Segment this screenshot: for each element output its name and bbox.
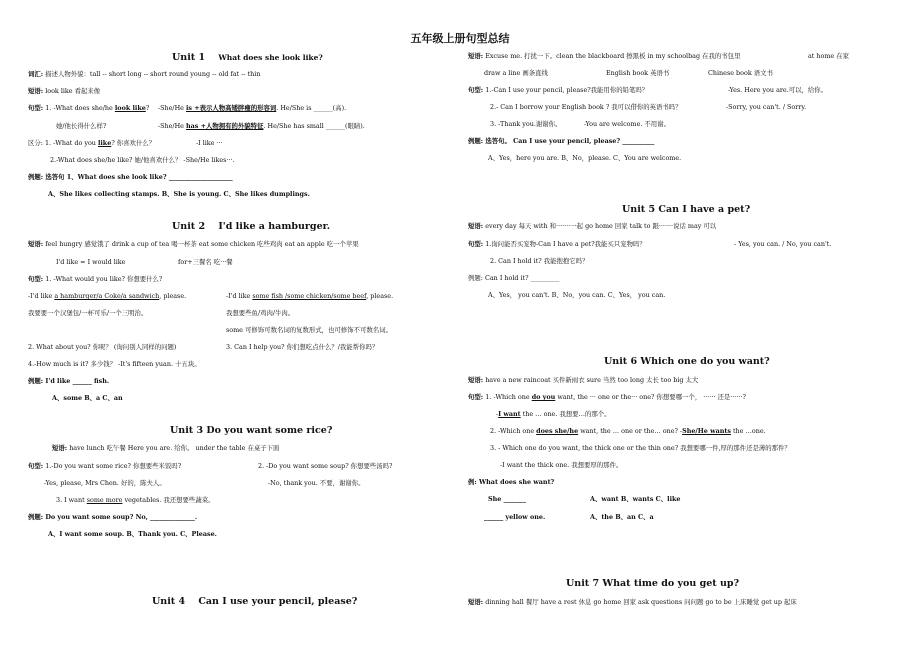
unit6-sentence-2 bbox=[496, 410, 611, 418]
unit7-phrase bbox=[468, 598, 797, 606]
unit1-phrase bbox=[28, 87, 100, 95]
unit2-sentence-1 bbox=[28, 275, 162, 283]
phrase-label: 短语: bbox=[468, 376, 484, 384]
unit4-phrase-2c: Chinese book 语文书 bbox=[708, 69, 773, 77]
example-question: 选答句 1、What does she look like? bbox=[45, 173, 167, 181]
sentence-text: 1. -What does she/he bbox=[45, 104, 115, 112]
vocab-label: 词汇: bbox=[28, 70, 44, 78]
example-question: Can I hold it? _________ bbox=[484, 274, 560, 282]
unit4-number: Unit 4 bbox=[152, 596, 186, 607]
example-label: 例题: bbox=[468, 274, 483, 282]
unit3-sentence-2b: -No, thank you. 不要，谢谢你。 bbox=[268, 479, 365, 487]
unit1-heading bbox=[172, 52, 323, 63]
unit2-sentence-6: 4.-How much is it? 多少钱？ -It's fifteen yuan. 十五块。 bbox=[28, 360, 201, 368]
sentence-key: She/He wants bbox=[682, 427, 731, 435]
unit6-example-2: ______ yellow one. bbox=[484, 513, 546, 521]
sentence-text: . He/She has small ______(眼睛). bbox=[263, 122, 365, 130]
sentence-text: , please. bbox=[159, 292, 187, 300]
sentence-label: 句型: bbox=[28, 462, 44, 470]
sentence-key: a hamburger/a Coke/a sandwich bbox=[54, 292, 160, 300]
example-question: What does she want? bbox=[478, 478, 555, 486]
unit2-note: some 可修饰可数名词的复数形式，也可修饰不可数名词。 bbox=[226, 326, 392, 334]
unit6-sentence-1 bbox=[468, 393, 746, 401]
sentence-label: 句型: bbox=[468, 393, 484, 401]
unit4-title: Can I use your pencil, please? bbox=[198, 596, 358, 607]
unit3-example bbox=[28, 513, 197, 521]
unit1-example-options: A、She likes collecting stamps. B、She is young. C、She likes dumplings. bbox=[48, 190, 310, 198]
diff-text: 1. -What do you bbox=[44, 139, 98, 147]
diff-text: ? 你喜欢什么？ bbox=[111, 139, 156, 147]
phrase-text: every day 每天 with 和·······一起 go home 回家 talk to 跟·······说话 may 可以 bbox=[485, 222, 717, 230]
sentence-label: 句型: bbox=[468, 86, 484, 94]
unit1-sentence-1b bbox=[158, 104, 346, 112]
unit2-sentence-3a: 我要要一个汉堡包/一杯可乐/一个三明治。 bbox=[28, 309, 148, 317]
unit4-phrase-home: at home 在家 bbox=[808, 52, 850, 60]
unit4-sentence-2a: 2.- Can I borrow your English book ? 我可以借你的英语书吗？ bbox=[490, 103, 682, 111]
sentence-text: , please. bbox=[366, 292, 394, 300]
phrase-text: dinning hall 餐厅 have a rest 休息 go home 回家 ask questions 问问题 go to be 上床睡觉 get up 起床 bbox=[485, 598, 797, 606]
unit3-sentence-1b: 2. -Do you want some soup? 你想要些汤吗? bbox=[258, 462, 393, 470]
unit6-example-1-options: A、want B、wants C、like bbox=[590, 495, 681, 503]
unit5-sentence-1a bbox=[468, 240, 646, 248]
example-question: Do you want some soup? No, ______________. bbox=[45, 513, 198, 521]
vocab-text: 描述人物外貌：tall -- short long -- short round young -- old fat -- thin bbox=[45, 70, 261, 78]
unit2-number: Unit 2 bbox=[172, 221, 206, 232]
sentence-text: the …one. bbox=[730, 427, 766, 435]
unit5-example-options: A、Yes， you can't. B、No，you can. C、Yes， you can. bbox=[488, 291, 666, 299]
sentence-label: 句型: bbox=[28, 275, 44, 283]
unit4-phrase bbox=[468, 52, 740, 60]
unit3-sentence-3 bbox=[56, 496, 215, 504]
unit4-phrase-2b: English book 英语书 bbox=[606, 69, 670, 77]
unit1-sentence-cn: 她/他长得什么样? bbox=[56, 122, 107, 130]
sentence-text: 1.-Can I use your pencil, please?我能用你的铅笔吗？ bbox=[485, 86, 649, 94]
sentence-key: some fish /some chicken/some beef bbox=[252, 292, 367, 300]
sentence-key: has +人物拥有的外貌特征 bbox=[185, 122, 264, 130]
sentence-text: -She/He bbox=[158, 122, 186, 130]
sentence-key: does she/he bbox=[536, 427, 579, 435]
unit2-title: I'd like a hamburger. bbox=[218, 221, 331, 232]
unit5-heading: Unit 5 Can I have a pet? bbox=[622, 204, 751, 215]
unit2-sentence-3b: 我想要些鱼/鸡肉/牛肉。 bbox=[226, 309, 295, 317]
sentence-key: look like bbox=[114, 104, 146, 112]
sentence-text: want, the ··· one or the··· one? 你想要哪一个， ······ 还是······? bbox=[555, 393, 746, 401]
sentence-text: 2. -Which one bbox=[490, 427, 537, 435]
unit5-sentence-2: 2. Can I hold it? 我能抱抱它吗？ bbox=[490, 257, 589, 265]
phrase-label: 短语: bbox=[28, 240, 44, 248]
sentence-text: the … one. 我想要…的那个。 bbox=[520, 410, 611, 418]
unit2-phrase-2: I'd like = I would like bbox=[56, 258, 126, 266]
unit2-sentence-2a bbox=[28, 292, 186, 300]
sentence-text: 1. -What would you like? 你想要什么? bbox=[45, 275, 163, 283]
sentence-text: 1.-Do you want some rice? 你想要些米饭吗? bbox=[45, 462, 182, 470]
sentence-text: want, the … one or the… one? - bbox=[578, 427, 683, 435]
sentence-text: 1. -Which one bbox=[485, 393, 532, 401]
unit5-sentence-1b: - Yes, you can. / No, you can't. bbox=[734, 240, 832, 248]
unit6-example-1: She _______ bbox=[488, 495, 526, 503]
unit6-sentence-4: 3. - Which one do you want, the thick one or the thin one? 我想要哪一件,厚的那件还是薄的那件？ bbox=[490, 444, 791, 452]
sentence-label: 句型: bbox=[468, 240, 484, 248]
unit1-diff-1 bbox=[28, 139, 155, 147]
unit5-example bbox=[468, 274, 559, 282]
sentence-text: ? bbox=[145, 104, 150, 112]
sentence-text: -She/He bbox=[158, 104, 186, 112]
unit4-phrase-2a: draw a line 画条直线 bbox=[484, 69, 548, 77]
unit2-phrase-2b: for+三餐名 吃···餐 bbox=[178, 258, 233, 266]
unit6-sentence-3 bbox=[490, 427, 766, 435]
sentence-text: - bbox=[496, 410, 499, 418]
unit3-example-options: A、I want some soup. B、Thank you. C、Please. bbox=[48, 530, 217, 538]
sentence-key: is +表示人物高矮胖瘦的形容词 bbox=[185, 104, 277, 112]
unit6-phrase bbox=[468, 376, 698, 384]
example-label: 例题: bbox=[28, 173, 44, 181]
example-label: 例: bbox=[468, 478, 477, 486]
unit7-heading: Unit 7 What time do you get up? bbox=[566, 578, 740, 589]
unit4-sentence-2b: -Sorry, you can't. / Sorry. bbox=[726, 103, 807, 111]
unit2-phrase bbox=[28, 240, 359, 248]
sentence-text: -I'd like bbox=[28, 292, 55, 300]
phrase-label: 短语: bbox=[52, 444, 68, 452]
phrase-text: look like 看起来像 bbox=[45, 87, 101, 95]
unit3-sentence-1a bbox=[28, 462, 181, 470]
sentence-text: 3. I want bbox=[56, 496, 87, 504]
unit2-example bbox=[28, 377, 109, 385]
unit2-sentence-5a: 2. What about you? 你呢？ (询问别人同样的问题) bbox=[28, 343, 177, 351]
unit1-vocab bbox=[28, 70, 260, 78]
unit1-example bbox=[28, 173, 233, 181]
phrase-label: 短语: bbox=[28, 87, 44, 95]
unit3-sentence-2a: -Yes, please, Mrs Chen. 好的，陈夫人。 bbox=[44, 479, 166, 487]
unit4-sentence-3a: 3. -Thank you.谢谢你。 bbox=[490, 120, 562, 128]
phrase-label: 短语: bbox=[468, 222, 484, 230]
page-title: 五年级上册句型总结 bbox=[410, 32, 510, 45]
sentence-key: do you bbox=[531, 393, 556, 401]
unit1-diff-1-answer: -I like ··· bbox=[196, 139, 223, 147]
sentence-key: I want bbox=[498, 410, 521, 418]
example-label: 例题: bbox=[468, 137, 484, 145]
unit2-sentence-5b: 3. Can I help you? 你们想吃点什么？/我能帮你吗？ bbox=[226, 343, 379, 351]
unit6-example-2-options: A、the B、an C、a bbox=[590, 513, 654, 521]
sentence-text: 1.询问能否买宠物-Can I have a pet?我能买只宠物吗？ bbox=[485, 240, 646, 248]
sentence-text: vegetables. 我还想要些蔬菜。 bbox=[122, 496, 215, 504]
unit6-sentence-5: -I want the thick one. 我想要厚的那件。 bbox=[500, 461, 623, 469]
phrase-text: have a new raincoat 买件新雨衣 sure 当然 too long 太长 too big 太大 bbox=[485, 376, 699, 384]
unit1-title: What does she look like? bbox=[218, 53, 323, 62]
sentence-text: -I'd like bbox=[226, 292, 253, 300]
unit2-example-options: A、some B、a C、an bbox=[52, 394, 123, 402]
unit6-example bbox=[468, 478, 554, 486]
example-label: 例题: bbox=[28, 513, 44, 521]
unit1-sentence-1 bbox=[28, 104, 149, 112]
unit4-sentence-1a bbox=[468, 86, 648, 94]
unit2-heading bbox=[172, 221, 330, 232]
unit4-sentence-3b: -You are welcome. 不用谢。 bbox=[584, 120, 670, 128]
unit4-example-options: A、Yes，here you are. B、No，please. C、You are welcome. bbox=[488, 154, 682, 162]
unit6-heading: Unit 6 Which one do you want? bbox=[604, 356, 770, 367]
unit1-number: Unit 1 bbox=[172, 52, 206, 63]
unit3-heading: Unit 3 Do you want some rice? bbox=[170, 425, 333, 436]
unit1-diff-2: 2.-What does she/he like? 她/他喜欢什么？ -She/He likes···. bbox=[50, 156, 235, 164]
unit3-phrase bbox=[52, 444, 279, 452]
unit2-sentence-2b bbox=[226, 292, 393, 300]
unit1-sentence-1c bbox=[158, 122, 365, 130]
sentence-label: 句型: bbox=[28, 104, 44, 112]
unit4-example bbox=[468, 137, 654, 145]
diff-label: 区分: bbox=[28, 139, 43, 147]
phrase-text: feel hungry 感觉饿了 drink a cup of tea 喝一杯茶 eat some chicken 吃些鸡肉 eat an apple 吃一个苹果 bbox=[45, 240, 359, 248]
sentence-key: some more bbox=[86, 496, 123, 504]
phrase-text: Excuse me. 打扰一下。clean the blackboard 擦黑板 in my schoolbag 在我的书包里 bbox=[485, 52, 741, 60]
answer-blank: ____________________ bbox=[168, 173, 233, 181]
example-question: I'd like ______ fish. bbox=[45, 377, 110, 385]
phrase-label: 短语: bbox=[468, 598, 484, 606]
diff-key: like bbox=[97, 139, 112, 147]
example-label: 例题: bbox=[28, 377, 44, 385]
unit4-sentence-1b: -Yes. Here you are.可以，给你。 bbox=[728, 86, 828, 94]
sentence-text: . He/She is ______(高). bbox=[276, 104, 347, 112]
phrase-label: 短语: bbox=[468, 52, 484, 60]
unit4-heading bbox=[152, 596, 357, 607]
unit5-phrase bbox=[468, 222, 716, 230]
phrase-text: have lunch 吃午餐 Here you are. 给你。 under the table 在桌子下面 bbox=[69, 444, 280, 452]
example-question: 选答句。 Can I use your pencil, please? __________ bbox=[485, 137, 655, 145]
